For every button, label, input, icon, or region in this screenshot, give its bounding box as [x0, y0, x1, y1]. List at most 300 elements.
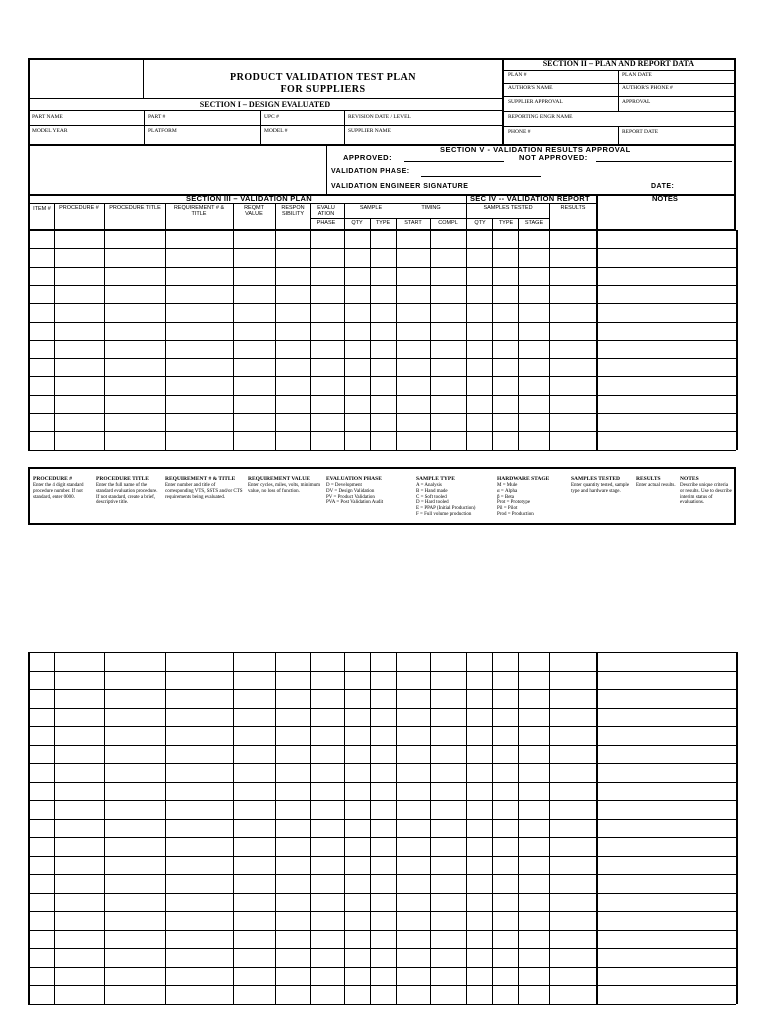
table-cell[interactable]: [397, 268, 429, 284]
table-cell[interactable]: [276, 783, 309, 800]
table-cell[interactable]: [493, 894, 517, 911]
table-cell[interactable]: [519, 838, 548, 855]
table-cell[interactable]: [519, 690, 548, 707]
table-cell[interactable]: [55, 377, 103, 393]
table-cell[interactable]: [431, 820, 465, 837]
table-cell[interactable]: [493, 709, 517, 726]
table-cell[interactable]: [467, 341, 491, 357]
table-cell[interactable]: [55, 875, 103, 892]
table-cell[interactable]: [493, 857, 517, 874]
table-cell[interactable]: [29, 801, 53, 818]
table-cell[interactable]: [311, 396, 343, 412]
table-cell[interactable]: [597, 857, 735, 874]
table-cell[interactable]: [597, 875, 735, 892]
table-cell[interactable]: [467, 838, 491, 855]
table-cell[interactable]: [105, 672, 164, 689]
table-cell[interactable]: [29, 414, 53, 430]
table-cell[interactable]: [431, 727, 465, 744]
table-cell[interactable]: [493, 764, 517, 781]
table-cell[interactable]: [597, 894, 735, 911]
table-cell[interactable]: [397, 231, 429, 247]
table-cell[interactable]: [234, 690, 274, 707]
field-model-year[interactable]: MODEL YEAR: [32, 128, 68, 134]
table-cell[interactable]: [431, 783, 465, 800]
table-cell[interactable]: [397, 746, 429, 763]
table-cell[interactable]: [431, 323, 465, 339]
table-cell[interactable]: [493, 875, 517, 892]
table-cell[interactable]: [550, 341, 595, 357]
field-plan-number[interactable]: PLAN #: [508, 72, 527, 78]
table-cell[interactable]: [397, 801, 429, 818]
table-cell[interactable]: [467, 709, 491, 726]
table-cell[interactable]: [397, 653, 429, 670]
table-cell[interactable]: [234, 949, 274, 966]
table-cell[interactable]: [493, 341, 517, 357]
table-cell[interactable]: [55, 653, 103, 670]
table-cell[interactable]: [166, 341, 232, 357]
field-report-date[interactable]: REPORT DATE: [622, 129, 659, 135]
table-cell[interactable]: [371, 949, 395, 966]
table-cell[interactable]: [467, 249, 491, 265]
table-cell[interactable]: [597, 359, 735, 375]
table-cell[interactable]: [311, 912, 343, 929]
table-cell[interactable]: [397, 690, 429, 707]
table-cell[interactable]: [519, 857, 548, 874]
table-cell[interactable]: [550, 414, 595, 430]
table-cell[interactable]: [431, 894, 465, 911]
table-cell[interactable]: [519, 396, 548, 412]
table-cell[interactable]: [234, 727, 274, 744]
table-cell[interactable]: [519, 746, 548, 763]
table-cell[interactable]: [371, 875, 395, 892]
table-cell[interactable]: [519, 653, 548, 670]
table-cell[interactable]: [276, 838, 309, 855]
table-cell[interactable]: [55, 727, 103, 744]
table-cell[interactable]: [597, 949, 735, 966]
table-cell[interactable]: [105, 709, 164, 726]
table-cell[interactable]: [29, 231, 53, 247]
table-cell[interactable]: [166, 249, 232, 265]
table-cell[interactable]: [597, 653, 735, 670]
table-cell[interactable]: [431, 949, 465, 966]
table-cell[interactable]: [105, 323, 164, 339]
table-cell[interactable]: [311, 709, 343, 726]
table-cell[interactable]: [550, 968, 595, 985]
table-cell[interactable]: [597, 801, 735, 818]
table-cell[interactable]: [311, 838, 343, 855]
table-cell[interactable]: [345, 986, 369, 1003]
table-cell[interactable]: [519, 912, 548, 929]
table-cell[interactable]: [397, 894, 429, 911]
table-cell[interactable]: [467, 912, 491, 929]
table-cell[interactable]: [55, 249, 103, 265]
table-cell[interactable]: [371, 249, 395, 265]
table-cell[interactable]: [345, 783, 369, 800]
table-cell[interactable]: [55, 838, 103, 855]
table-cell[interactable]: [105, 396, 164, 412]
table-cell[interactable]: [234, 857, 274, 874]
table-cell[interactable]: [493, 286, 517, 302]
table-cell[interactable]: [345, 231, 369, 247]
table-cell[interactable]: [493, 727, 517, 744]
table-cell[interactable]: [311, 949, 343, 966]
field-model-number[interactable]: MODEL #: [264, 128, 288, 134]
table-cell[interactable]: [371, 801, 395, 818]
table-cell[interactable]: [276, 986, 309, 1003]
table-cell[interactable]: [371, 857, 395, 874]
table-cell[interactable]: [519, 414, 548, 430]
table-cell[interactable]: [276, 414, 309, 430]
table-cell[interactable]: [397, 304, 429, 320]
table-cell[interactable]: [493, 931, 517, 948]
table-cell[interactable]: [519, 968, 548, 985]
validation-phase-line[interactable]: [421, 176, 541, 177]
table-cell[interactable]: [371, 912, 395, 929]
table-cell[interactable]: [55, 231, 103, 247]
table-cell[interactable]: [276, 968, 309, 985]
table-cell[interactable]: [311, 672, 343, 689]
field-approval[interactable]: APPROVAL: [622, 99, 651, 105]
table-cell[interactable]: [345, 931, 369, 948]
table-cell[interactable]: [371, 746, 395, 763]
field-part-name[interactable]: PART NAME: [32, 114, 63, 120]
table-cell[interactable]: [55, 304, 103, 320]
table-cell[interactable]: [431, 377, 465, 393]
table-cell[interactable]: [166, 949, 232, 966]
table-cell[interactable]: [166, 801, 232, 818]
table-cell[interactable]: [371, 894, 395, 911]
table-cell[interactable]: [519, 727, 548, 744]
table-cell[interactable]: [597, 912, 735, 929]
table-cell[interactable]: [493, 396, 517, 412]
table-cell[interactable]: [597, 986, 735, 1003]
table-cell[interactable]: [397, 341, 429, 357]
table-cell[interactable]: [550, 653, 595, 670]
table-cell[interactable]: [467, 396, 491, 412]
table-cell[interactable]: [105, 931, 164, 948]
field-author-name[interactable]: AUTHOR'S NAME: [508, 85, 553, 91]
table-cell[interactable]: [29, 396, 53, 412]
table-cell[interactable]: [371, 820, 395, 837]
table-cell[interactable]: [105, 268, 164, 284]
table-cell[interactable]: [467, 857, 491, 874]
table-cell[interactable]: [234, 377, 274, 393]
table-cell[interactable]: [597, 249, 735, 265]
table-cell[interactable]: [55, 690, 103, 707]
table-cell[interactable]: [371, 690, 395, 707]
table-cell[interactable]: [550, 286, 595, 302]
table-cell[interactable]: [234, 838, 274, 855]
table-cell[interactable]: [371, 286, 395, 302]
table-cell[interactable]: [431, 672, 465, 689]
table-cell[interactable]: [345, 432, 369, 448]
table-cell[interactable]: [519, 249, 548, 265]
table-cell[interactable]: [519, 359, 548, 375]
table-cell[interactable]: [371, 986, 395, 1003]
table-cell[interactable]: [519, 764, 548, 781]
table-cell[interactable]: [234, 764, 274, 781]
table-cell[interactable]: [493, 783, 517, 800]
table-cell[interactable]: [371, 231, 395, 247]
table-cell[interactable]: [311, 414, 343, 430]
table-cell[interactable]: [29, 764, 53, 781]
table-cell[interactable]: [166, 672, 232, 689]
table-cell[interactable]: [311, 231, 343, 247]
table-cell[interactable]: [597, 432, 735, 448]
table-cell[interactable]: [550, 931, 595, 948]
table-cell[interactable]: [276, 727, 309, 744]
table-cell[interactable]: [467, 727, 491, 744]
table-cell[interactable]: [597, 968, 735, 985]
table-cell[interactable]: [311, 931, 343, 948]
table-cell[interactable]: [55, 931, 103, 948]
table-cell[interactable]: [550, 323, 595, 339]
table-cell[interactable]: [431, 709, 465, 726]
table-cell[interactable]: [29, 838, 53, 855]
table-cell[interactable]: [467, 931, 491, 948]
table-cell[interactable]: [467, 231, 491, 247]
table-cell[interactable]: [234, 653, 274, 670]
table-cell[interactable]: [550, 820, 595, 837]
table-cell[interactable]: [345, 968, 369, 985]
table-cell[interactable]: [371, 432, 395, 448]
table-cell[interactable]: [55, 323, 103, 339]
table-cell[interactable]: [29, 323, 53, 339]
table-cell[interactable]: [234, 432, 274, 448]
table-cell[interactable]: [234, 304, 274, 320]
table-cell[interactable]: [597, 838, 735, 855]
table-cell[interactable]: [397, 875, 429, 892]
table-cell[interactable]: [311, 986, 343, 1003]
table-cell[interactable]: [371, 359, 395, 375]
table-cell[interactable]: [467, 323, 491, 339]
table-cell[interactable]: [29, 727, 53, 744]
table-cell[interactable]: [493, 986, 517, 1003]
field-reporting-engr[interactable]: REPORTING ENGR NAME: [508, 114, 573, 120]
table-cell[interactable]: [166, 414, 232, 430]
table-cell[interactable]: [105, 912, 164, 929]
table-cell[interactable]: [467, 875, 491, 892]
table-cell[interactable]: [371, 653, 395, 670]
table-cell[interactable]: [397, 949, 429, 966]
table-cell[interactable]: [345, 286, 369, 302]
field-part-number[interactable]: PART #: [148, 114, 166, 120]
table-cell[interactable]: [234, 323, 274, 339]
table-cell[interactable]: [55, 341, 103, 357]
table-cell[interactable]: [397, 672, 429, 689]
table-cell[interactable]: [234, 986, 274, 1003]
table-cell[interactable]: [276, 875, 309, 892]
table-cell[interactable]: [467, 690, 491, 707]
table-cell[interactable]: [29, 912, 53, 929]
table-cell[interactable]: [311, 286, 343, 302]
table-cell[interactable]: [105, 377, 164, 393]
table-cell[interactable]: [431, 968, 465, 985]
table-cell[interactable]: [597, 931, 735, 948]
table-cell[interactable]: [431, 746, 465, 763]
table-cell[interactable]: [105, 986, 164, 1003]
table-cell[interactable]: [431, 690, 465, 707]
field-revision[interactable]: REVISION DATE / LEVEL: [348, 114, 411, 120]
table-cell[interactable]: [597, 690, 735, 707]
table-cell[interactable]: [519, 432, 548, 448]
table-cell[interactable]: [29, 653, 53, 670]
table-cell[interactable]: [55, 286, 103, 302]
table-cell[interactable]: [105, 764, 164, 781]
table-cell[interactable]: [431, 304, 465, 320]
table-cell[interactable]: [29, 268, 53, 284]
table-cell[interactable]: [105, 341, 164, 357]
table-cell[interactable]: [467, 672, 491, 689]
table-cell[interactable]: [493, 359, 517, 375]
table-cell[interactable]: [311, 820, 343, 837]
table-cell[interactable]: [345, 801, 369, 818]
table-cell[interactable]: [311, 304, 343, 320]
field-upc[interactable]: UPC #: [264, 114, 279, 120]
table-cell[interactable]: [311, 249, 343, 265]
table-cell[interactable]: [397, 377, 429, 393]
table-cell[interactable]: [276, 341, 309, 357]
table-cell[interactable]: [345, 949, 369, 966]
table-cell[interactable]: [166, 304, 232, 320]
table-cell[interactable]: [467, 359, 491, 375]
table-cell[interactable]: [166, 894, 232, 911]
table-cell[interactable]: [493, 377, 517, 393]
table-cell[interactable]: [371, 323, 395, 339]
table-cell[interactable]: [29, 709, 53, 726]
table-cell[interactable]: [597, 304, 735, 320]
table-cell[interactable]: [431, 764, 465, 781]
table-cell[interactable]: [311, 359, 343, 375]
table-cell[interactable]: [519, 672, 548, 689]
not-approved-line[interactable]: [596, 161, 732, 162]
table-cell[interactable]: [519, 875, 548, 892]
table-cell[interactable]: [311, 857, 343, 874]
table-cell[interactable]: [597, 820, 735, 837]
table-cell[interactable]: [345, 838, 369, 855]
table-cell[interactable]: [550, 672, 595, 689]
table-cell[interactable]: [519, 268, 548, 284]
table-cell[interactable]: [276, 359, 309, 375]
table-cell[interactable]: [550, 949, 595, 966]
table-cell[interactable]: [597, 341, 735, 357]
field-supplier-approval[interactable]: SUPPLIER APPROVAL: [508, 99, 563, 105]
table-cell[interactable]: [29, 746, 53, 763]
table-cell[interactable]: [311, 323, 343, 339]
table-cell[interactable]: [311, 894, 343, 911]
table-cell[interactable]: [234, 231, 274, 247]
table-cell[interactable]: [345, 672, 369, 689]
table-cell[interactable]: [550, 875, 595, 892]
table-cell[interactable]: [166, 396, 232, 412]
table-cell[interactable]: [311, 875, 343, 892]
table-cell[interactable]: [597, 268, 735, 284]
table-cell[interactable]: [105, 231, 164, 247]
table-cell[interactable]: [166, 746, 232, 763]
table-cell[interactable]: [345, 820, 369, 837]
table-cell[interactable]: [371, 838, 395, 855]
table-cell[interactable]: [467, 286, 491, 302]
table-cell[interactable]: [519, 709, 548, 726]
table-cell[interactable]: [597, 377, 735, 393]
table-cell[interactable]: [431, 653, 465, 670]
table-cell[interactable]: [276, 820, 309, 837]
table-cell[interactable]: [311, 341, 343, 357]
table-cell[interactable]: [29, 949, 53, 966]
table-cell[interactable]: [276, 912, 309, 929]
table-cell[interactable]: [519, 323, 548, 339]
table-cell[interactable]: [29, 968, 53, 985]
table-cell[interactable]: [276, 672, 309, 689]
table-cell[interactable]: [493, 672, 517, 689]
table-cell[interactable]: [166, 931, 232, 948]
table-cell[interactable]: [276, 396, 309, 412]
table-cell[interactable]: [467, 949, 491, 966]
table-cell[interactable]: [105, 838, 164, 855]
table-cell[interactable]: [55, 764, 103, 781]
table-cell[interactable]: [234, 359, 274, 375]
table-cell[interactable]: [55, 949, 103, 966]
table-cell[interactable]: [550, 268, 595, 284]
table-cell[interactable]: [29, 894, 53, 911]
table-cell[interactable]: [397, 249, 429, 265]
table-cell[interactable]: [29, 377, 53, 393]
table-cell[interactable]: [55, 912, 103, 929]
table-cell[interactable]: [431, 359, 465, 375]
table-cell[interactable]: [397, 783, 429, 800]
table-cell[interactable]: [234, 820, 274, 837]
table-cell[interactable]: [345, 709, 369, 726]
table-cell[interactable]: [597, 396, 735, 412]
table-cell[interactable]: [550, 432, 595, 448]
table-cell[interactable]: [397, 323, 429, 339]
table-cell[interactable]: [311, 268, 343, 284]
table-cell[interactable]: [345, 341, 369, 357]
table-cell[interactable]: [234, 709, 274, 726]
table-cell[interactable]: [29, 931, 53, 948]
table-cell[interactable]: [166, 377, 232, 393]
table-cell[interactable]: [493, 801, 517, 818]
table-cell[interactable]: [467, 801, 491, 818]
table-cell[interactable]: [234, 801, 274, 818]
table-cell[interactable]: [105, 820, 164, 837]
table-cell[interactable]: [55, 709, 103, 726]
table-cell[interactable]: [276, 690, 309, 707]
table-cell[interactable]: [467, 268, 491, 284]
table-cell[interactable]: [519, 304, 548, 320]
table-cell[interactable]: [371, 396, 395, 412]
table-cell[interactable]: [550, 249, 595, 265]
table-cell[interactable]: [234, 286, 274, 302]
table-cell[interactable]: [276, 377, 309, 393]
table-cell[interactable]: [597, 783, 735, 800]
table-cell[interactable]: [597, 323, 735, 339]
table-cell[interactable]: [550, 801, 595, 818]
table-cell[interactable]: [29, 875, 53, 892]
table-cell[interactable]: [105, 286, 164, 302]
table-cell[interactable]: [105, 359, 164, 375]
table-cell[interactable]: [276, 801, 309, 818]
table-cell[interactable]: [55, 801, 103, 818]
table-cell[interactable]: [550, 783, 595, 800]
table-cell[interactable]: [311, 377, 343, 393]
table-cell[interactable]: [345, 912, 369, 929]
table-cell[interactable]: [276, 432, 309, 448]
table-cell[interactable]: [397, 286, 429, 302]
table-cell[interactable]: [550, 304, 595, 320]
table-cell[interactable]: [276, 268, 309, 284]
table-cell[interactable]: [597, 709, 735, 726]
